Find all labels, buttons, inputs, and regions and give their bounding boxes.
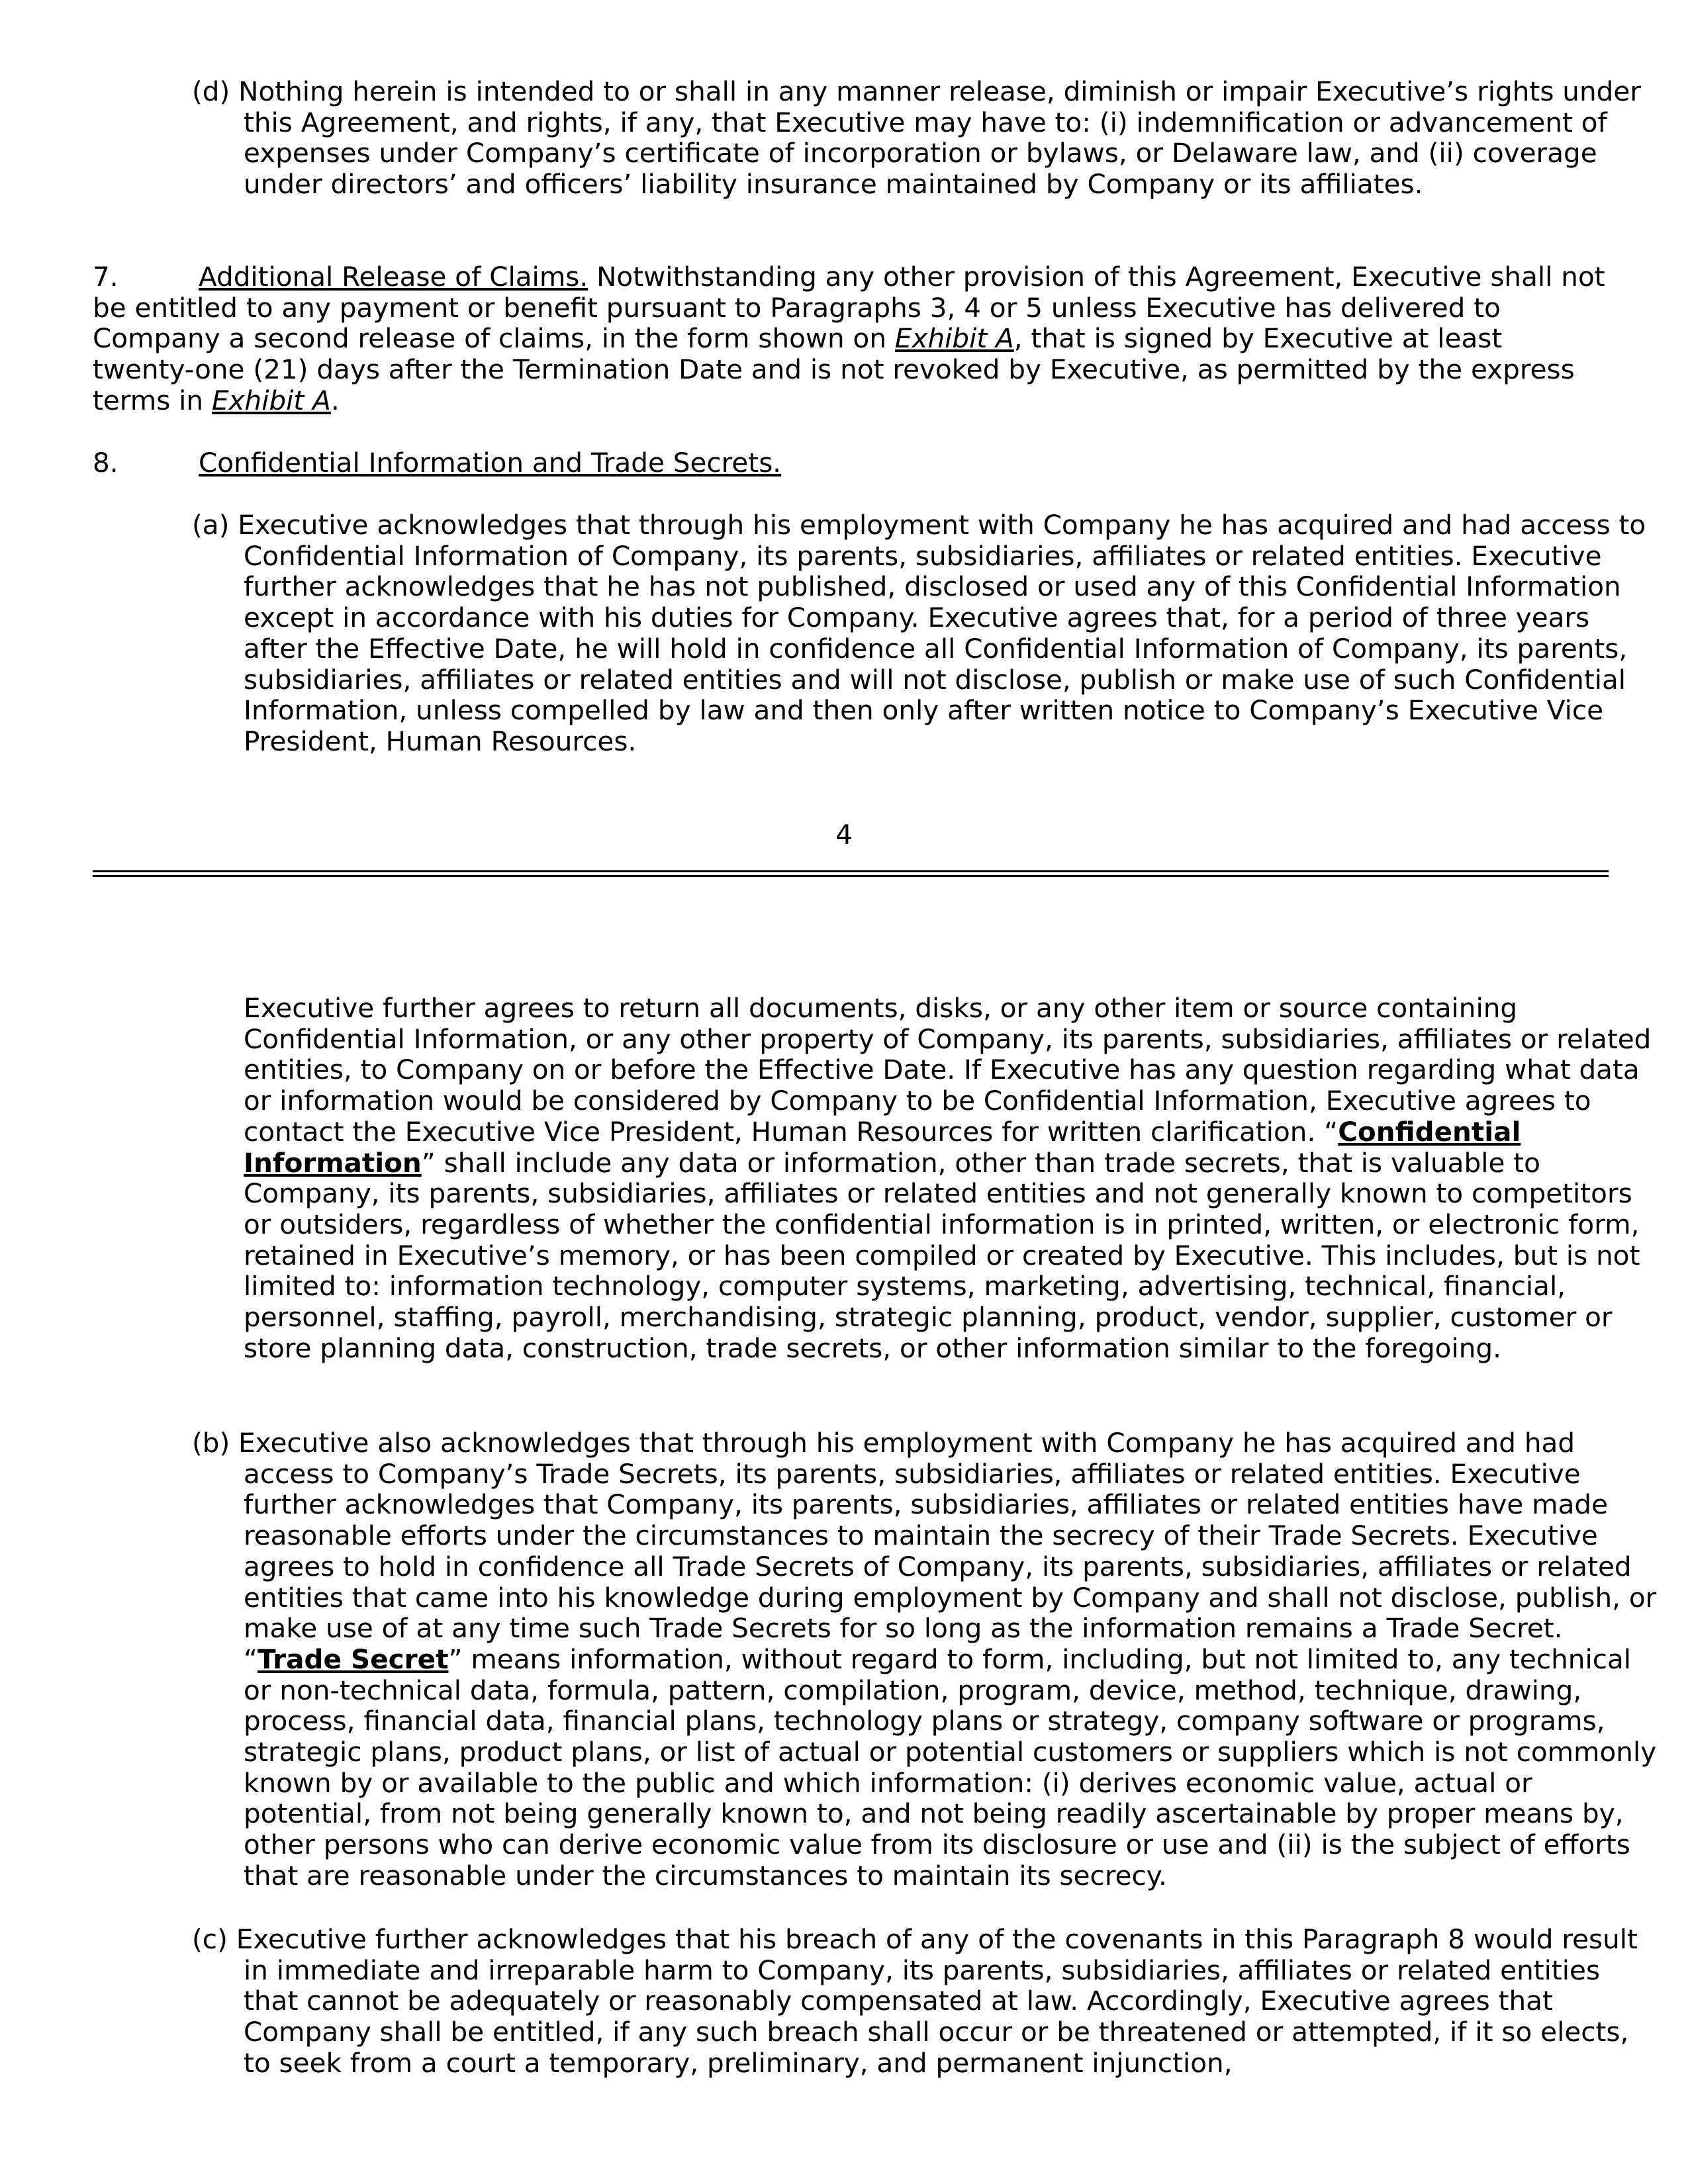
paragraph-6d [192, 76, 1660, 200]
section-7-heading: Additional Release of Claims. [199, 261, 588, 293]
section-7-text-continued: , that is signed by Executive at least twenty-one (21) days after the Termination Date and is not revoked by Executive, as permitted by the express terms in [93, 322, 1575, 416]
paragraph-8a-text: Executive acknowledges that through his employment with Company he has acquired and had access to Confidential Information of Company, its parents, subsidiaries, affiliates or related entities. Executive further acknowledges that he has not published, disclosed or used any of this Confidential Information except in accordance with his duties for Company. Executive agrees that, for a period of three years after the Effective Date, he will hold in confidence all Confidential Information of Company, its parents, subsidiaries, affiliates or related entities and will not disclose, publish or make use of such Confidential Information, unless compelled by law and then only after written notice to Company’s Executive Vice President, Human Resources. [229, 509, 1646, 757]
paragraph-8c-label: (c) [192, 1923, 228, 1955]
paragraph-8a [192, 510, 1660, 757]
paragraph-8a-continued-text: Executive further agrees to return all documents, disks, or any other item or source containing Confidential Information, or any other property of Company, its parents, subsidiaries, affiliates or related entities, to Company on or before the Effective Date. If Executive has any question regarding what data or information would be considered by Company to be Confidential Information, Executive agrees to contact the Executive Vice President, Human Resources for written clarification. “ [244, 992, 1652, 1148]
page-number: 4 [835, 819, 853, 850]
exhibit-a-reference: Exhibit A [894, 322, 1014, 355]
paragraph-8a-continued [192, 993, 1660, 1363]
section-8-heading-line [93, 447, 1609, 478]
paragraph-8c-text: Executive further acknowledges that his breach of any of the covenants in this Paragraph 8 would result in immediate and irreparable harm to Company, its parents, subsidiaries, affiliates or related entities that cannot be adequately or reasonably compensated at law. Accordingly, Executive agrees that Company shall be entitled, if any such breach shall occur or be threatened or attempted, if it so elects, to seek from a court a temporary, preliminary, and permanent injunction, [227, 1923, 1638, 2079]
section-7-text: Notwithstanding any other provision of this Agreement, Executive shall not be entitled to any payment or benefit pursuant to Paragraphs 3, 4 or 5 unless Executive has delivered to Company a second release of claims, in the form shown on [93, 261, 1605, 355]
section-7 [93, 261, 1609, 416]
paragraph-8b-label: (b) [192, 1427, 230, 1459]
section-8-number: 8. [93, 447, 118, 478]
exhibit-a-reference: Exhibit A [211, 384, 331, 416]
page-break-divider [93, 870, 1609, 877]
paragraph-8c [192, 1924, 1660, 2079]
defined-term-confidential-information: Confidential Information [244, 1115, 1521, 1179]
paragraph-6d-text: Nothing herein is intended to or shall in any manner release, diminish or impair Executive’s rights under this Agreement, and rights, if any, that Executive may have to: (i) indemnification or advancement of expenses under Company’s certificate of incorporation or bylaws, or Delaware law, and (ii) coverage under directors’ and officers’ liability insurance maintained by Company or its affiliates. [230, 75, 1641, 201]
paragraph-8b [192, 1428, 1660, 1891]
paragraph-8a-continued-text-end: ” shall include any data or information, other than trade secrets, that is valuable to Company, its parents, subsidiaries, affiliates or related entities and not generally known to competitors or outsiders, regardless of whether the confidential information is in printed, written, or electronic form, retained in Executive’s memory, or has been compiled or created by Executive. This includes, but is not limited to: information technology, computer systems, marketing, advertising, technical, financial, personnel, staffing, payroll, merchandising, strategic planning, product, vendor, supplier, customer or store planning data, construction, trade secrets, or other information similar to the foregoing. [244, 1146, 1640, 1364]
defined-term-trade-secret: Trade Secret [257, 1643, 449, 1675]
paragraph-6d-label: (d) [192, 75, 230, 107]
paragraph-8b-text: Executive also acknowledges that through his employment with Company he has acquired and had access to Company’s Trade Secrets, its parents, subsidiaries, affiliates or related entities. Executive further acknowledges that Company, its parents, subsidiaries, affiliates or related entities have made reasonable efforts under the circumstances to maintain the secrecy of their Trade Secrets. Executive agrees to hold in confidence all Trade Secrets of Company, its parents, subsidiaries, affiliates or related entities that came into his knowledge during employment by Company and shall not disclose, publish, or make use of at any time such Trade Secrets for so long as the information remains a Trade Secret. “ [230, 1427, 1657, 1675]
paragraph-8b-text-end: ” means information, without regard to form, including, but not limited to, any technical or non-technical data, formula, pattern, compilation, program, device, method, technique, drawing, process, financial data, financial plans, technology plans or strategy, company software or programs, strategic plans, product plans, or list of actual or potential customers or suppliers which is not commonly known by or available to the public and which information: (i) derives economic value, actual or potential, from not being generally known to, and not being readily ascertainable by proper means by, other persons who can derive economic value from its disclosure or use and (ii) is the subject of efforts that are reasonable under the circumstances to maintain its secrecy. [244, 1643, 1657, 1891]
paragraph-8a-label: (a) [192, 509, 230, 541]
section-7-number: 7. [93, 261, 118, 293]
section-8-heading: Confidential Information and Trade Secrets. [199, 447, 782, 478]
section-7-text-end: . [330, 384, 340, 416]
